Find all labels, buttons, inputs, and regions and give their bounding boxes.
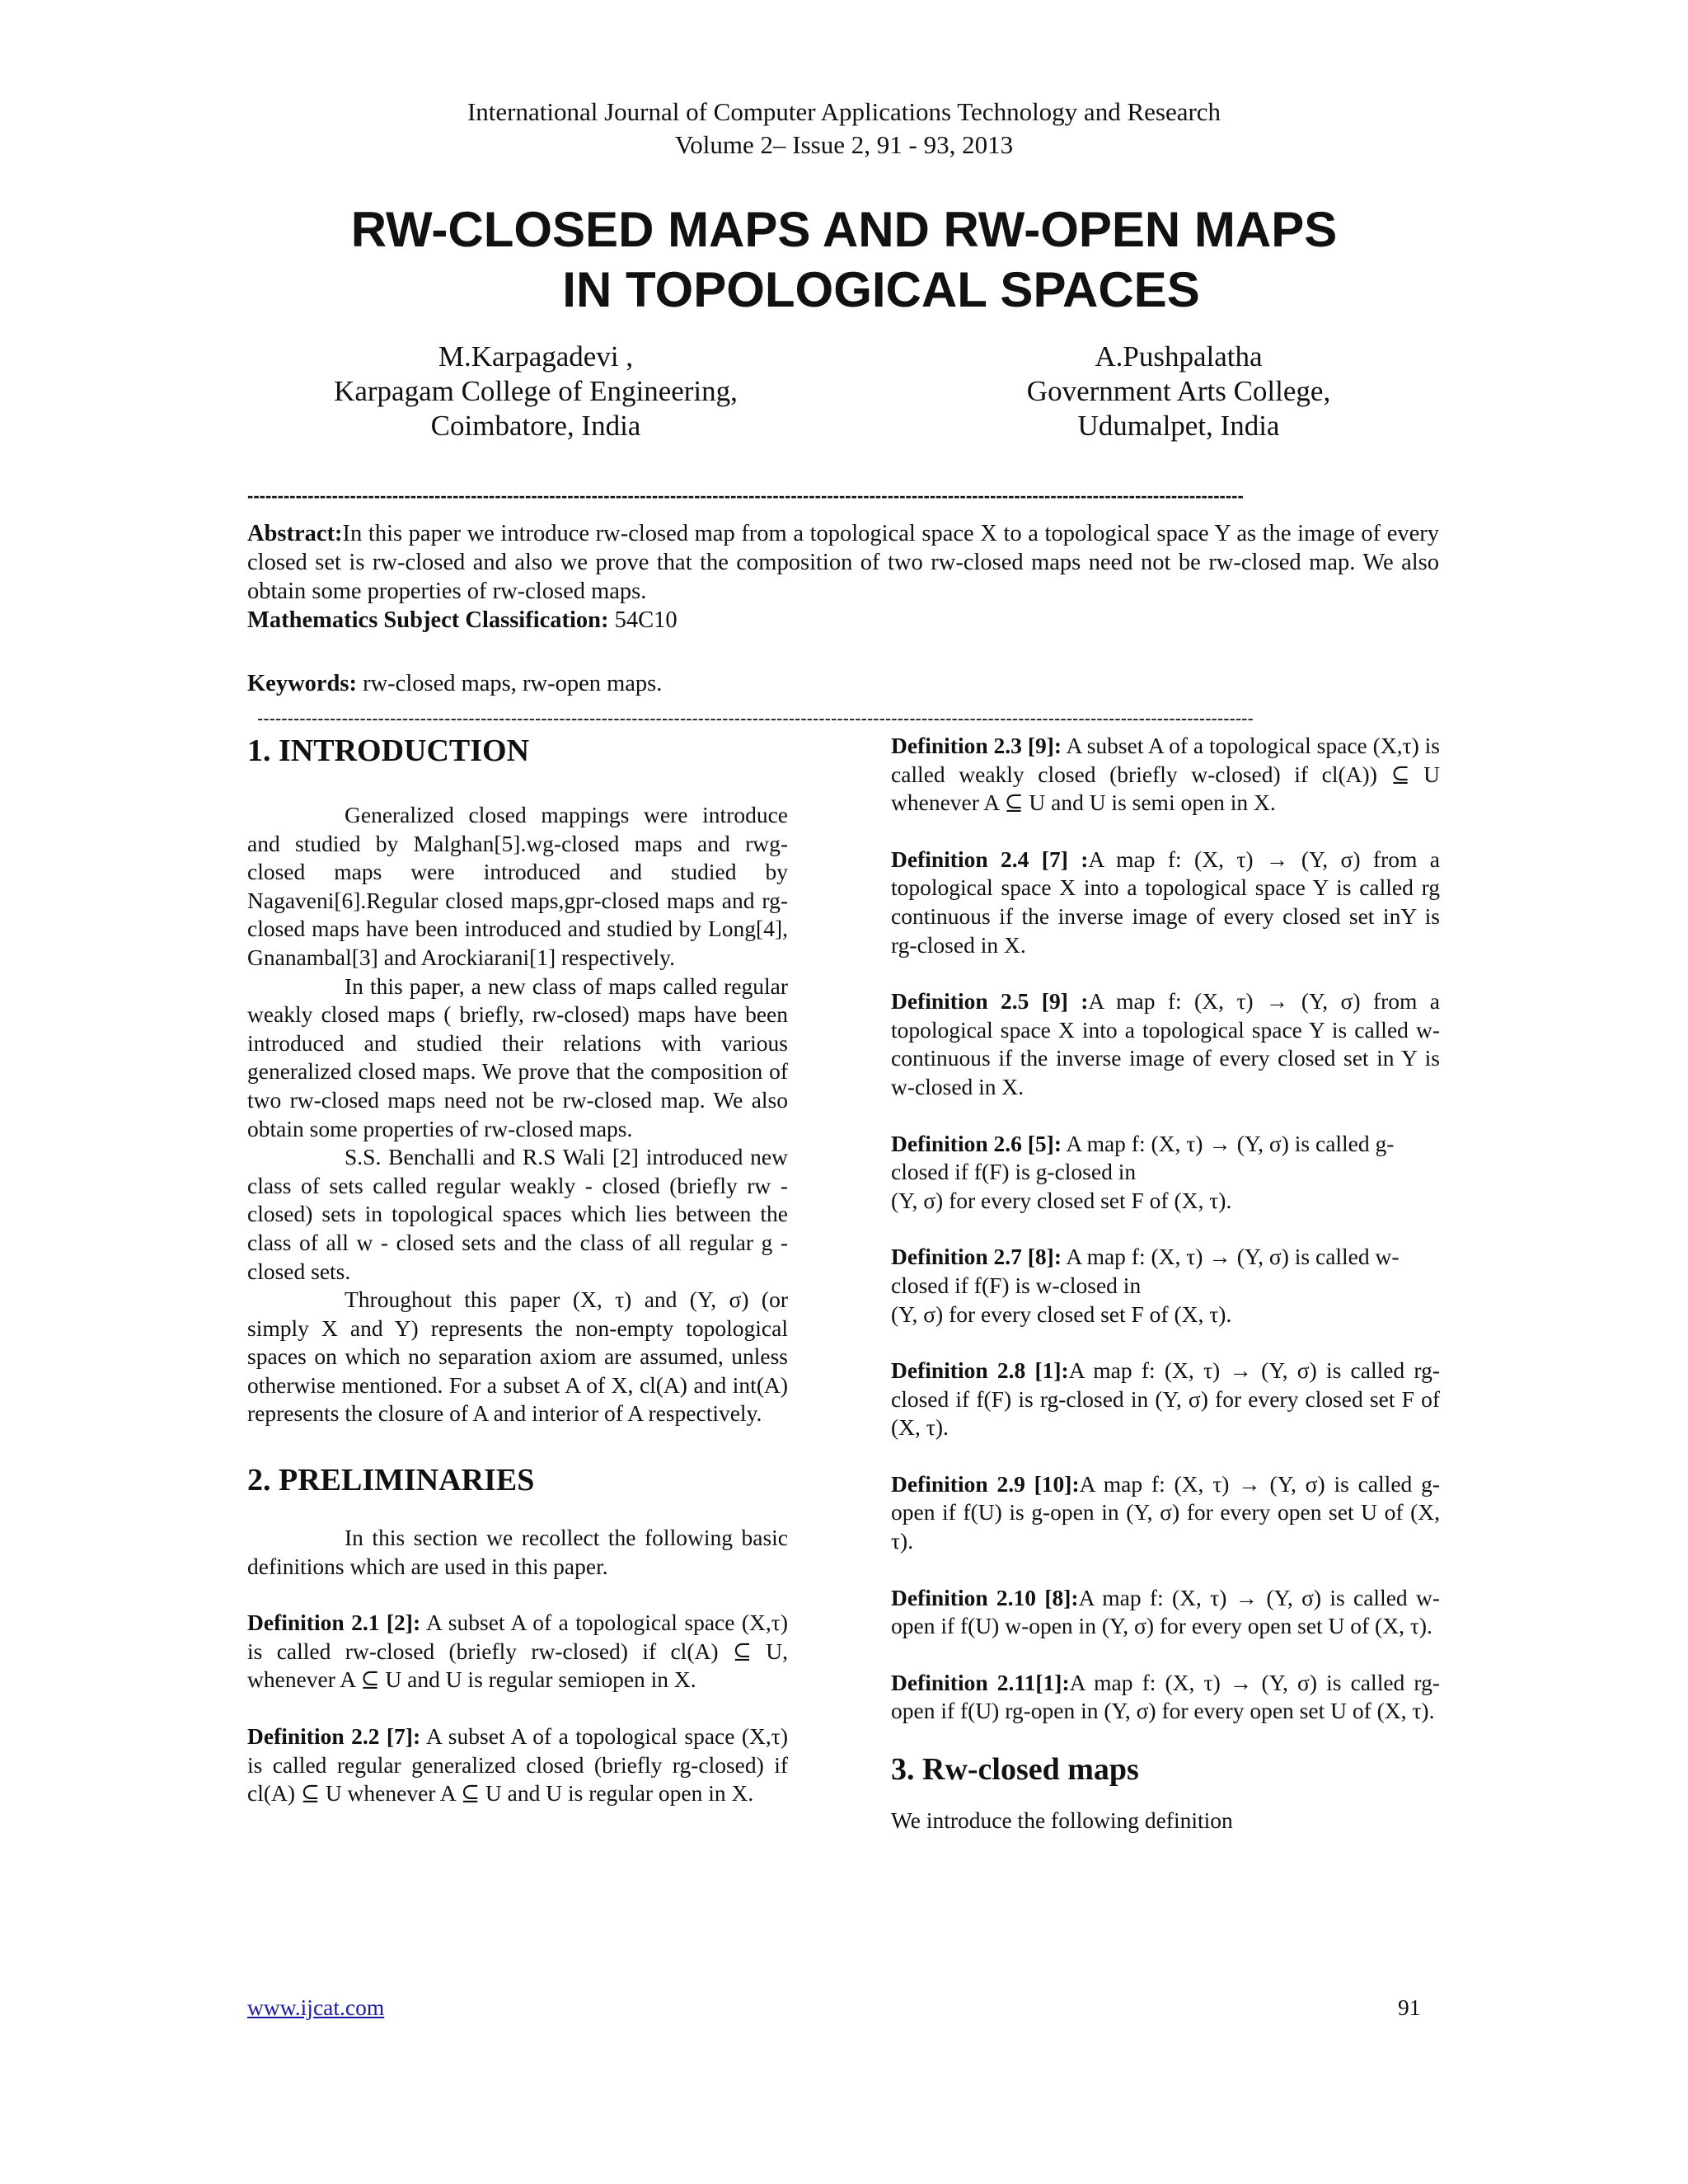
section-heading-introduction: 1. INTRODUCTION xyxy=(247,733,530,768)
paper-title xyxy=(0,199,1688,320)
definition-2-5 xyxy=(891,987,1440,1101)
author-location: Coimbatore, India xyxy=(430,410,641,442)
separator-bottom: --------------------------------------------------------------------------------------------------------------------------------------------------------------------- xyxy=(257,709,1254,729)
definition-label: Definition 2.2 [7]: xyxy=(247,1723,421,1750)
definition-label: Definition 2.7 [8]: xyxy=(891,1244,1062,1270)
journal-volume: Volume 2– Issue 2, 91 - 93, 2013 xyxy=(674,130,1014,159)
msc-label: Mathematics Subject Classification: xyxy=(247,607,609,633)
footer-website-link[interactable]: www.ijcat.com xyxy=(247,1994,385,2020)
definition-label: Definition 2.6 [5]: xyxy=(891,1130,1062,1156)
intro-paragraph: In this paper, a new class of maps called regular weakly closed maps ( briefly, rw-closed) maps have been introduced and studied their relations with various generalized closed maps. We prove that the composition of two rw-closed maps need not be rw-closed map. We also obtain some properties of rw-closed maps. xyxy=(247,972,788,1141)
left-column xyxy=(247,732,788,1808)
definition-label: Definition 2.1 [2]: xyxy=(247,1610,421,1636)
definition-text: A map f: (X, τ) → (Y, σ) is called rg-closed if f(F) is rg-closed in (Y, σ) for every closed set F of (X, τ). xyxy=(891,1357,1440,1441)
definition-label: Definition 2.5 [9] : xyxy=(891,988,1089,1015)
author-name: M.Karpagadevi , xyxy=(438,340,634,373)
section-heading-preliminaries: 2. PRELIMINARIES xyxy=(247,1463,535,1498)
abstract xyxy=(247,519,1439,635)
section-3-paragraph: We introduce the following definition xyxy=(891,1807,1233,1834)
definition-text: A subset A of a topological space (X,τ) is called rw-closed (briefly rw-closed) if cl(A) ⊆ U, whenever A ⊆ U and U is regular semiopen in X. xyxy=(247,1610,788,1693)
prelim-paragraph: In this section we recollect the following basic definitions which are used in this paper. xyxy=(247,1525,788,1579)
title-line-1: RW-CLOSED MAPS AND RW-OPEN MAPS xyxy=(350,202,1338,257)
definition-2-11 xyxy=(891,1669,1440,1726)
definition-2-7 xyxy=(891,1243,1440,1329)
journal-header xyxy=(0,96,1688,162)
author-affiliation: Karpagam College of Engineering, xyxy=(334,375,738,407)
author-name: A.Pushpalatha xyxy=(1095,340,1263,373)
definition-label: Definition 2.9 [10]: xyxy=(891,1470,1080,1497)
definition-text: A map f: (X, τ) → (Y, σ) from a topological space X into a topological space Y is called w-continuous if the inverse image of every closed set in Y is w-closed in X. xyxy=(891,988,1440,1099)
page-number: 91 xyxy=(1398,1994,1421,2020)
definition-text: A map f: (X, τ) → (Y, σ) is called w-open if f(U) w-open in (Y, σ) for every open set U of (X, τ). xyxy=(891,1584,1440,1639)
definition-label: Definition 2.8 [1]: xyxy=(891,1357,1069,1384)
msc-value: 54C10 xyxy=(608,607,678,633)
author-location: Udumalpet, India xyxy=(1077,410,1280,442)
definition-text: A map f: (X, τ) → (Y, σ) is called rg-open if f(U) rg-open in (Y, σ) for every open set U of (X, τ). xyxy=(891,1669,1440,1724)
journal-name: International Journal of Computer Applications Technology and Research xyxy=(467,97,1221,126)
definition-2-9 xyxy=(891,1470,1440,1556)
title-line-2: IN TOPOLOGICAL SPACES xyxy=(562,262,1200,317)
section-heading-rw-closed-maps: 3. Rw-closed maps xyxy=(891,1752,1139,1788)
intro-paragraph: Generalized closed mappings were introduce and studied by Malghan[5].wg-closed maps and rwg-closed maps were introduced and studied by Nagaveni[6].Regular closed maps,gpr-closed maps and rg-closed maps have been introduced and studied by Long[4], Gnanambal[3] and Arockiarani[1] respectively. xyxy=(247,802,788,970)
definition-text: A map f: (X, τ) → (Y, σ) is called w-closed if f(F) is w-closed in xyxy=(891,1244,1400,1298)
abstract-text: In this paper we introduce rw-closed map from a topological space X to a topological space Y as the image of every closed set is rw-closed and also we prove that the composition of two rw-closed maps need not be rw-closed map. We also obtain some properties of rw-closed maps. xyxy=(247,521,1439,604)
definition-text: A map f: (X, τ) → (Y, σ) is called g-closed if f(F) is g-closed in xyxy=(891,1130,1395,1185)
definition-text: A subset A of a topological space (X,τ) is called weakly closed (briefly w-closed) if cl(A)) ⊆ U whenever A ⊆ U and U is semi open in X. xyxy=(891,733,1440,816)
definition-text: A subset A of a topological space (X,τ) is called regular generalized closed (briefly rg-closed) if cl(A) ⊆ U whenever A ⊆ U and U is regular open in X. xyxy=(247,1723,788,1807)
definition-label: Definition 2.4 [7] : xyxy=(891,846,1089,872)
author-affiliation: Government Arts College, xyxy=(1026,375,1331,407)
definition-2-3 xyxy=(891,732,1440,818)
keywords-label: Keywords: xyxy=(247,671,357,696)
right-column xyxy=(891,732,1440,1835)
definition-2-8 xyxy=(891,1357,1440,1442)
definition-text: A map f: (X, τ) → (Y, σ) is called g-open if f(U) is g-open in (Y, σ) for every open set U of (X, τ). xyxy=(891,1470,1440,1554)
definition-text: (Y, σ) for every closed set F of (X, τ). xyxy=(891,1301,1232,1327)
separator-top: --------------------------------------------------------------------------------------------------------------------------------------------------------------------- xyxy=(247,486,1244,506)
definition-2-6 xyxy=(891,1130,1440,1216)
definition-2-4 xyxy=(891,846,1440,959)
definition-2-10 xyxy=(891,1584,1440,1641)
definition-label: Definition 2.10 [8]: xyxy=(891,1584,1079,1610)
author-2 xyxy=(923,340,1434,443)
definition-2-2 xyxy=(247,1722,788,1808)
keywords xyxy=(247,669,662,698)
keywords-value: rw-closed maps, rw-open maps. xyxy=(356,671,663,696)
author-1 xyxy=(280,340,791,443)
definition-label: Definition 2.3 [9]: xyxy=(891,733,1062,758)
intro-paragraph: Throughout this paper (X, τ) and (Y, σ) (or simply X and Y) represents the non-empty topological spaces on which no separation axiom are assumed, unless otherwise mentioned. For a subset A of X, cl(A) and int(A) represents the closure of A and interior of A respectively. xyxy=(247,1286,788,1427)
intro-paragraph: S.S. Benchalli and R.S Wali [2] introduced new class of sets called regular weakly - closed (briefly rw - closed) sets in topological spaces which lies between the class of all w - closed sets and the class of all regular g - closed sets. xyxy=(247,1144,788,1284)
abstract-label: Abstract: xyxy=(247,521,343,546)
definition-text: (Y, σ) for every closed set F of (X, τ). xyxy=(891,1187,1232,1213)
definition-label: Definition 2.11[1]: xyxy=(891,1669,1070,1695)
definition-2-1 xyxy=(247,1609,788,1694)
definition-text: A map f: (X, τ) → (Y, σ) from a topological space X into a topological space Y is called rg continuous if the inverse image of every closed set inY is rg-closed in X. xyxy=(891,846,1440,958)
